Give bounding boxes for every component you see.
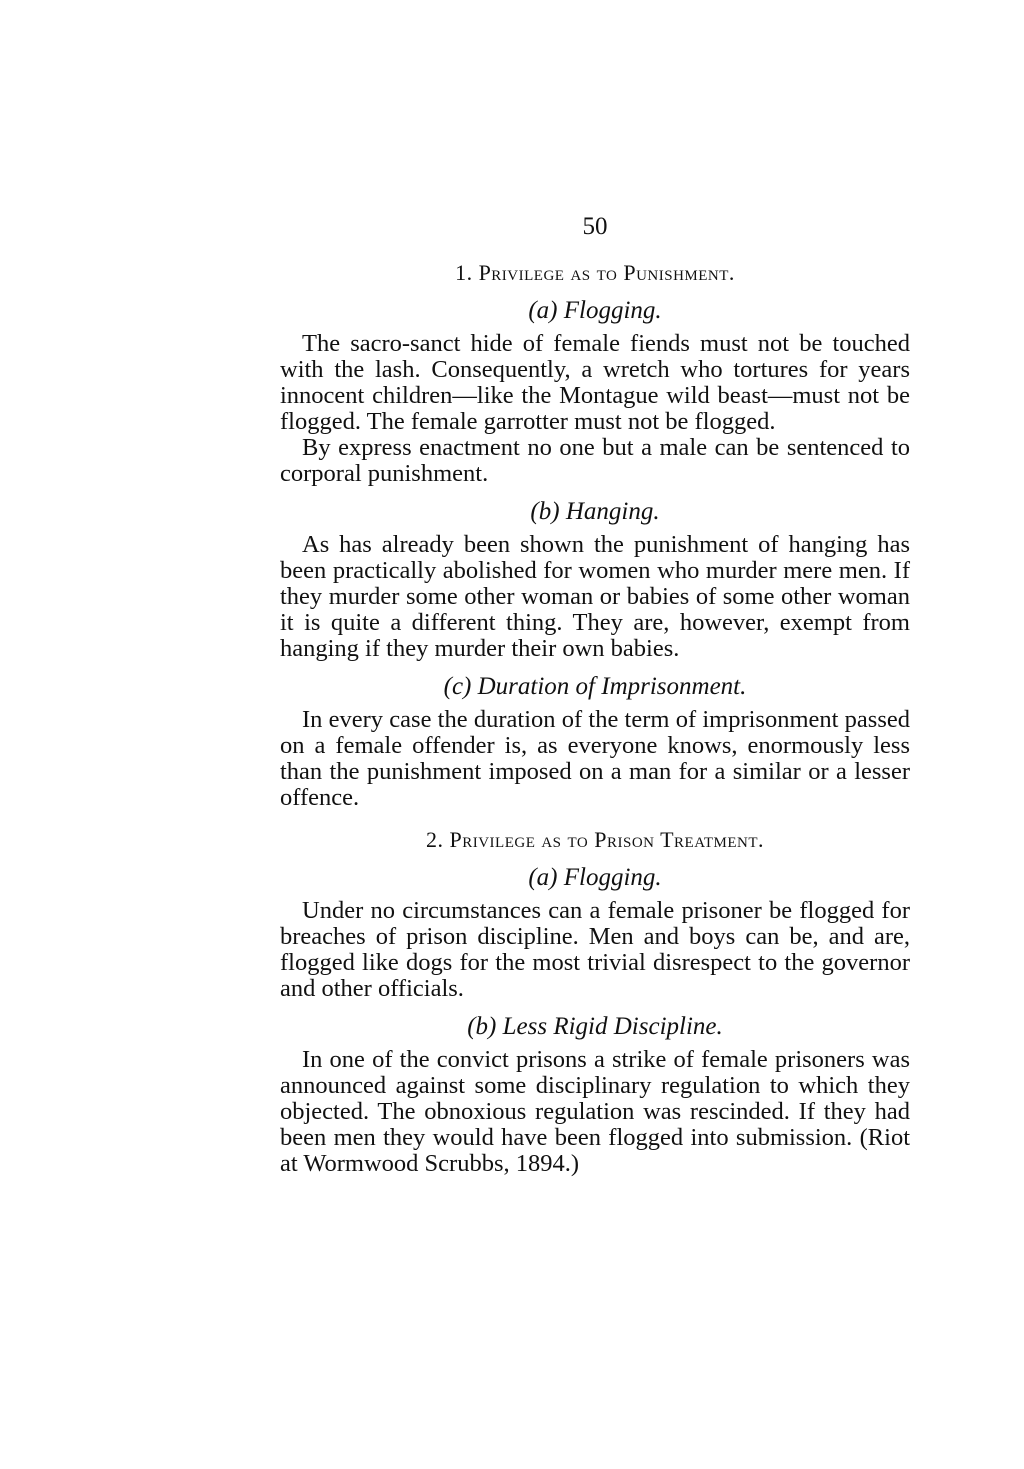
section-heading-punishment: 1. Privilege as to Punishment. bbox=[455, 260, 735, 285]
paragraph-less-rigid-discipline: In one of the convict prisons a strike of female prisoners was announced against some disciplinary regulation to which they objected. The obnoxious regulation was rescinded. If they had been men they would have been flogged into submission. (Riot at Wormwood Scrubbs, 1894.) bbox=[280, 1046, 910, 1177]
paragraph-female-fiends: The sacro-sanct hide of female fiends must not be touched with the lash. Consequently, a wretch who tortures for years innocent children—like the Montague wild beast—must not be flogged. The female garrotter must not be flogged. bbox=[280, 330, 910, 435]
subheading-hanging: (b) Hanging. bbox=[530, 498, 660, 525]
paragraph-hanging: As has already been shown the punishment of hanging has been practically abolished for women who murder mere men. If they murder some other woman or babies of some other woman it is quite a different thing. They are, however, exempt from hanging if they murder their own babies. bbox=[280, 531, 910, 662]
section-heading-prison-treatment: 2. Privilege as to Prison Treatment. bbox=[425, 827, 765, 852]
subheading-prison-flogging: (a) Flogging. bbox=[528, 864, 662, 891]
paragraph-corporal-punishment: By express enactment no one but a male can be sentenced to corporal punishment. bbox=[280, 434, 910, 487]
page-number: 50 bbox=[582, 213, 608, 240]
subheading-flogging: (a) Flogging. bbox=[528, 297, 662, 324]
paragraph-duration: In every case the duration of the term of imprisonment passed on a female offender is, as everyone knows, enormously less than the punishment imposed on a man for a similar or a lesser offence. bbox=[280, 706, 910, 811]
book-page bbox=[280, 210, 910, 1185]
subheading-less-rigid-discipline: (b) Less Rigid Discipline. bbox=[467, 1013, 723, 1040]
subheading-duration-of-imprisonment: (c) Duration of Imprisonment. bbox=[443, 673, 747, 700]
paragraph-prison-flogging: Under no circumstances can a female prisoner be flogged for breaches of prison discipline. Men and boys can be, and are, flogged like dogs for the most trivial disrespect to the governor and other officials. bbox=[280, 897, 910, 1002]
